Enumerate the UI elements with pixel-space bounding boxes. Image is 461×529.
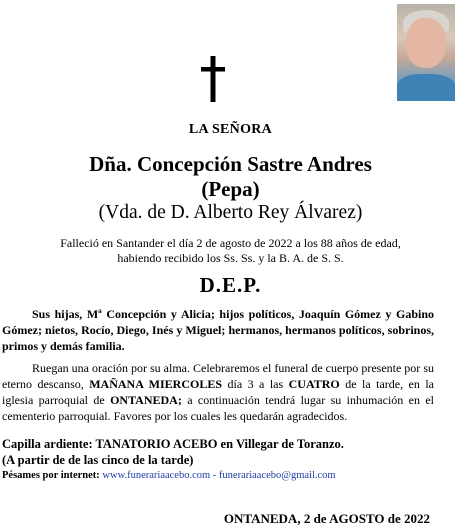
death-line-2: habiendo recibido los Ss. Ss. y la B. A. de S. S. xyxy=(117,251,344,265)
death-line-1: Falleció en Santander el día 2 de agosto de 2022 a los 88 años de edad, xyxy=(60,236,401,250)
schedule-line: (A partir de de las cinco de la tarde) xyxy=(2,453,194,467)
condolences-links[interactable]: www.funerariaacebo.com - funerariaacebo@gmail.com xyxy=(102,470,336,481)
spouse-line: (Vda. de D. Alberto Rey Álvarez) xyxy=(98,202,363,223)
family-paragraph: Sus hijas, Mª Concepción y Alicia; hijos políticos, Joaquín Gómez y Gabino Gómez; nietos, Rocío, Diego, Inés y Miguel; hermanos, hermanos políticos, sobrinos, primos y demás familia. xyxy=(2,307,434,353)
prayer-date: MAÑANA MIERCOLES xyxy=(89,377,223,391)
photo-shirt xyxy=(397,74,455,101)
deceased-name: Dña. Concepción Sastre Andres xyxy=(89,152,372,176)
photo-face xyxy=(406,18,446,68)
dep-heading: D.E.P. xyxy=(199,273,262,297)
portrait-photo xyxy=(397,4,455,101)
prayer-text-4: a continuación tendrá lugar su inhumación en el cementerio parroquial. Favores por los cuales les quedarán agradecidos. xyxy=(2,393,434,423)
cross-icon xyxy=(198,56,228,102)
prayer-text-3: de la tarde, en la iglesia parroquial de xyxy=(2,377,434,407)
footer-date: ONTANEDA, 2 de AGOSTO de 2022 xyxy=(223,511,430,526)
prayer-paragraph xyxy=(2,360,434,424)
prayer-place: ONTANEDA; xyxy=(110,393,182,407)
condolences-line xyxy=(2,470,336,481)
prayer-text-1: Ruegan una oración por su alma. Celebraremos el funeral de cuerpo presente por su eterno descanso, xyxy=(2,361,434,391)
header-title: LA SEÑORA xyxy=(188,122,273,137)
condolences-label: Pésames por internet: xyxy=(2,470,103,481)
chapel-line: Capilla ardiente: TANATORIO ACEBO en Villegar de Toranzo. xyxy=(2,437,344,451)
prayer-text-2: día 3 a las xyxy=(222,377,289,391)
prayer-time: CUATRO xyxy=(288,377,340,391)
deceased-nickname: (Pepa) xyxy=(201,177,260,201)
